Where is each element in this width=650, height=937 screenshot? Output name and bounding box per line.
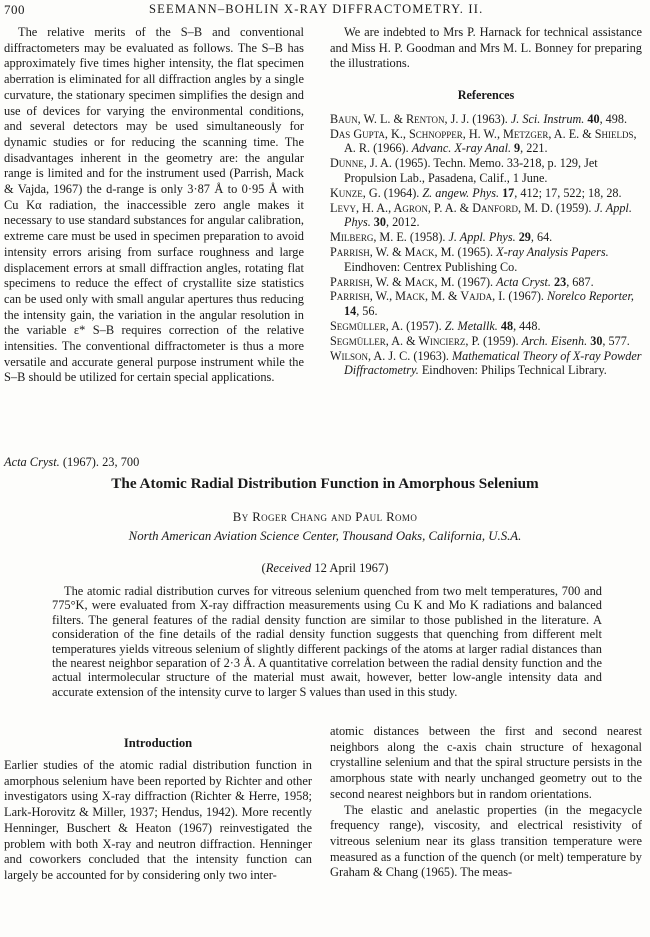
- reference-item: [330, 156, 642, 186]
- reference-volume: 40: [587, 111, 600, 126]
- reference-pages: , 577.: [602, 333, 630, 348]
- article-authors: [0, 510, 650, 525]
- abstract: [52, 584, 602, 699]
- intro-paragraph-1-continued: atomic distances between the first and second nearest neighbors along the c-axis chain structure of hexagonal crystalline selenium and that the spiral structure persists in the amorphous state with nearly unchanged geometry out to the second nearest neighbors but in random orientations.: [330, 724, 642, 801]
- reference-volume: 14: [344, 304, 357, 319]
- reference-authors: Milberg, M. E.: [330, 230, 407, 245]
- discussion-paragraph: The relative merits of the S–B and conventional diffractometers may be evaluated as follows. The S–B has approximately five times higher intensity, the flat specimen aberration is eliminated for all diffraction angles by a single curvature, the stationary specimen simplifies the design and use of devices for varying the environmental conditions, and several detectors may be used simultaneously for dynamic studies or for reducing the scanning time. The disadvantages inherent in the geometry are: the angular range is limited and for the instrument used (Parrish, Mack & Vajda, 1967) the d-range is only 3·87 Å to 0·95 Å with Cu Kα radiation, the inaccessible zero angle makes it necessary to use standard substances for angular calibration, extreme care must be used in specimen preparation to avoid intensity errors arising from surface roughness and large displacement errors at small diffraction angles, rotating flat specimens to reduce the effect of crystallite size statistics can be used only with small angular apertures thus reducing the intensity gain, the variation in the angular resolution in the variable ε* S–B requires correction of the relative intensities. The conventional diffractometer is thus a more versatile and accurate general purpose instrument while the S–B should be utilized for certain special applications.: [4, 25, 304, 385]
- article-affiliation: North American Aviation Science Center, Thousand Oaks, California, U.S.A.: [128, 529, 522, 543]
- reference-source: Z. Metallk.: [444, 318, 498, 333]
- reference-pages: , 221.: [520, 141, 548, 156]
- reference-authors: Wilson, A. J. C.: [330, 348, 411, 363]
- reference-year: (1966).: [373, 141, 409, 156]
- reference-year: (1958).: [409, 230, 446, 245]
- acknowledgement-paragraph: We are indebted to Mrs P. Harnack for technical assistance and Miss H. P. Goodman and Mrs M. L. Bonney for preparing the illustrations.: [330, 25, 642, 71]
- received-date-value: 12 April 1967: [314, 561, 385, 575]
- reference-volume: 17: [502, 185, 515, 200]
- reference-authors: Das Gupta, K., Schnopper, H. W., Metzger, A. E. & Shields, A. R.: [330, 126, 637, 156]
- intro-right-column: [330, 724, 642, 881]
- reference-authors: Parrish, W. & Mack, M.: [330, 244, 455, 259]
- reference-volume: 29: [518, 230, 531, 245]
- reference-year: (1959).: [483, 333, 519, 348]
- reference-authors: Parrish, W. & Mack, M.: [330, 274, 455, 289]
- right-column: [330, 25, 642, 378]
- reference-pages: , 56.: [356, 304, 378, 319]
- reference-source: Mathematical Theory of X-ray Powder Diffractometry.: [344, 348, 642, 378]
- reference-source: Z. angew. Phys.: [422, 185, 500, 200]
- reference-year: (1967).: [457, 274, 494, 289]
- reference-item: [330, 230, 642, 245]
- reference-pages: , 64.: [530, 230, 553, 245]
- reference-authors: Segmüller, A. & Wincierz, P.: [330, 333, 480, 348]
- reference-year: (1959).: [555, 200, 592, 215]
- reference-pages: Techn. Memo. 33-218, p. 129, Jet Propulsion Lab., Pasadena, Calif., 1 June.: [344, 156, 598, 185]
- reference-year: (1964).: [383, 185, 420, 200]
- reference-authors: Kunze, G.: [330, 185, 381, 200]
- intro-left-column: [4, 758, 312, 884]
- reference-year: (1963).: [413, 348, 449, 363]
- received-label: Received: [265, 561, 312, 575]
- page-number: 700: [4, 2, 25, 17]
- reference-source: J. Appl. Phys.: [344, 200, 632, 230]
- authors-text: By Roger Chang and Paul Romo: [232, 510, 418, 524]
- journal-citation: [4, 455, 139, 470]
- reference-item: [330, 245, 642, 275]
- reference-source: Acta Cryst.: [496, 274, 551, 289]
- reference-pages: , 412; 17, 522; 18, 28.: [514, 185, 622, 200]
- reference-item: [330, 112, 642, 127]
- reference-item: [330, 186, 642, 201]
- running-title: SEEMANN–BOHLIN X-RAY DIFFRACTOMETRY. II.: [149, 2, 484, 16]
- reference-item: [330, 275, 642, 290]
- reference-source: Arch. Eisenh.: [521, 333, 588, 348]
- journal-volume-page: (1967). 23, 700: [62, 455, 140, 469]
- reference-pages: , 498.: [599, 111, 627, 126]
- abstract-text: The atomic radial distribution curves for vitreous selenium quenched from two melt temperatures, 700 and 775°K, were evaluated from X-ray diffraction measurements using Cu K and Mo K radiations and balanced filters. The general features of the radial density function are similar to those published in the literature. A consideration of the fine details of the radial density function suggests that quenching from different melt temperatures yields vitreous selenium of slightly different packings of the atoms at larger radial distances than the nearest neighbor separation of 2·3 Å. A quantitative correlation between the radial density function and the actual intermolecular structure of the material must await, however, better low-angle intensity data and accurate extension of the intensity curve to larger S values than used in this study.: [52, 584, 602, 699]
- reference-volume: 9: [514, 141, 521, 156]
- reference-year: (1965).: [457, 244, 494, 259]
- reference-list: [330, 112, 642, 378]
- reference-authors: Baun, W. L. & Renton, J. J.: [330, 111, 470, 126]
- reference-volume: 48: [500, 318, 514, 333]
- references-heading: References: [457, 88, 515, 103]
- reference-source: J. Appl. Phys.: [448, 230, 516, 245]
- journal-name: Acta Cryst.: [4, 455, 60, 469]
- intro-paragraph-1: Earlier studies of the atomic radial distribution function in amorphous selenium have been reported by Richter and other investigators using X-ray diffraction (Richter & Herre, 1958; Lark-Horovitz & Miller, 1937; Hendus, 1942). More recently Henninger, Buschert & Heaton (1967) reinvestigated the problem with both X-ray and neutron diffraction. Henninger and coworkers concluded that the intensity function can largely be accounted for by considering only two inter-: [4, 758, 312, 882]
- reference-year: (1965).: [394, 156, 431, 171]
- reference-authors: Parrish, W., Mack, M. & Vajda, I.: [330, 289, 506, 304]
- reference-pages: , 448.: [513, 318, 541, 333]
- reference-item: [330, 289, 642, 319]
- reference-volume: 30: [373, 215, 386, 230]
- reference-source: Advanc. X-ray Anal.: [411, 141, 511, 156]
- intro-paragraph-2: The elastic and anelastic properties (in the megacycle frequency range), viscosity, and electrical resistivity of vitreous selenium near its glass transition temperature were measured as a function of the quench (or melt) temperature by Graham & Chang (1965). The meas-: [330, 802, 642, 880]
- reference-volume: 30: [590, 333, 603, 348]
- reference-item: [330, 334, 642, 349]
- reference-item: [330, 319, 642, 334]
- reference-year: (1963).: [472, 111, 508, 126]
- reference-volume: 23: [554, 274, 567, 289]
- reference-source: X-ray Analysis Papers.: [496, 244, 609, 259]
- reference-item: [330, 201, 642, 231]
- reference-item: [330, 349, 642, 379]
- article-title: The Atomic Radial Distribution Function in Amorphous Selenium: [111, 475, 539, 492]
- reference-authors: Levy, H. A., Agron, P. A. & Danford, M. D.: [330, 200, 553, 215]
- reference-source: J. Sci. Instrum.: [510, 111, 585, 126]
- left-column: [4, 25, 304, 386]
- reference-pages: Eindhoven: Centrex Publishing Co.: [344, 259, 518, 274]
- reference-source: Norelco Reporter,: [547, 289, 634, 304]
- received-date: (Received 12 April 1967): [261, 561, 389, 575]
- reference-authors: Dunne, J. A.: [330, 156, 392, 171]
- reference-item: [330, 127, 642, 157]
- reference-pages: , 2012.: [385, 215, 420, 230]
- reference-authors: Segmüller, A.: [330, 318, 404, 333]
- reference-year: (1957).: [406, 318, 442, 333]
- running-header: [4, 2, 644, 20]
- introduction-heading: Introduction: [123, 736, 193, 750]
- reference-pages: , 687.: [566, 274, 594, 289]
- reference-pages: Eindhoven: Philips Technical Library.: [418, 363, 607, 378]
- reference-year: (1967).: [508, 289, 544, 304]
